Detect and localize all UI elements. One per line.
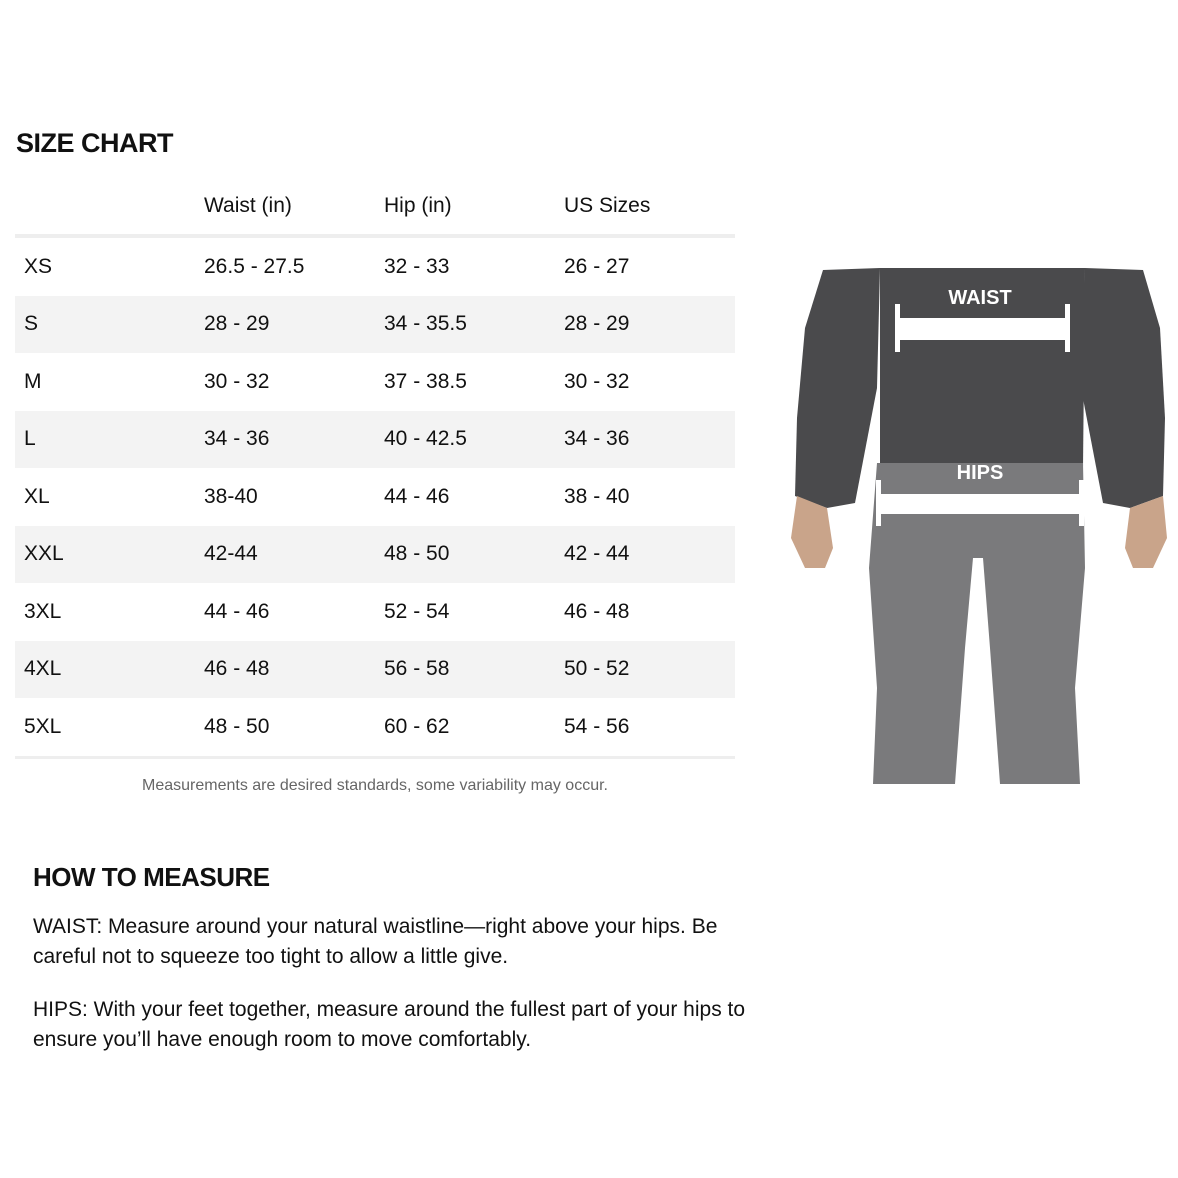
how-to-measure-title: HOW TO MEASURE — [33, 862, 270, 892]
waist-band-marker — [897, 318, 1067, 340]
size-cell: XXL — [24, 542, 64, 566]
us-size-cell: 30 - 32 — [564, 369, 630, 393]
hips-band-marker — [879, 494, 1081, 514]
table-row — [15, 296, 735, 354]
header-us-sizes: US Sizes — [564, 194, 651, 217]
waist-cell: 44 - 46 — [204, 599, 270, 623]
waist-cell: 38-40 — [204, 484, 258, 508]
table-row — [15, 468, 735, 526]
hip-cell: 40 - 42.5 — [384, 427, 467, 451]
hip-cell: 37 - 38.5 — [384, 369, 467, 393]
table-header-row — [15, 178, 735, 238]
table-row — [15, 411, 735, 469]
us-size-cell: 28 - 29 — [564, 312, 630, 336]
hip-cell: 32 - 33 — [384, 254, 450, 278]
hips-cap-right — [1079, 480, 1084, 526]
waist-cell: 42-44 — [204, 542, 258, 566]
waist-cap-right — [1065, 304, 1070, 352]
waist-cell: 28 - 29 — [204, 312, 270, 336]
waist-instructions: WAIST: Measure around your natural waistline—right above your hips. Be careful not to squeeze too tight to allow a little give. — [33, 915, 718, 968]
us-size-cell: 50 - 52 — [564, 657, 630, 681]
us-size-cell: 46 - 48 — [564, 599, 630, 623]
size-cell: M — [24, 369, 42, 393]
hip-cell: 34 - 35.5 — [384, 312, 467, 336]
hip-cell: 60 - 62 — [384, 714, 450, 738]
size-cell: XS — [24, 254, 53, 278]
us-size-cell: 34 - 36 — [564, 427, 630, 451]
size-cell: L — [24, 427, 36, 451]
size-chart-title: SIZE CHART — [16, 128, 173, 158]
size-cell: XL — [24, 484, 50, 508]
waist-cell: 26.5 - 27.5 — [204, 254, 305, 278]
measurement-figure — [785, 268, 1170, 788]
table-row — [15, 353, 735, 411]
size-table — [15, 178, 735, 759]
right-arm-sleeve — [1081, 268, 1165, 508]
header-waist: Waist (in) — [204, 194, 292, 217]
table-row — [15, 698, 735, 759]
model-illustration — [785, 268, 1170, 788]
waist-cap-left — [895, 304, 900, 352]
waist-cell: 48 - 50 — [204, 714, 270, 738]
waist-cell: 30 - 32 — [204, 369, 270, 393]
size-cell: 3XL — [24, 599, 62, 623]
us-size-cell: 54 - 56 — [564, 714, 630, 738]
table-row — [15, 583, 735, 641]
size-cell: 4XL — [24, 657, 62, 681]
size-cell: S — [24, 312, 39, 336]
table-row — [15, 238, 735, 296]
us-size-cell: 38 - 40 — [564, 484, 630, 508]
left-arm-sleeve — [795, 268, 880, 508]
waist-label: WAIST — [948, 287, 1012, 309]
hips-cap-left — [876, 480, 881, 526]
us-size-cell: 26 - 27 — [564, 254, 630, 278]
hip-cell: 48 - 50 — [384, 542, 450, 566]
hip-cell: 44 - 46 — [384, 484, 450, 508]
hip-cell: 56 - 58 — [384, 657, 450, 681]
table-row — [15, 526, 735, 584]
hip-cell: 52 - 54 — [384, 599, 450, 623]
hips-label: HIPS — [956, 462, 1004, 484]
measurement-note: Measurements are desired standards, some variability may occur. — [142, 777, 608, 794]
waist-cell: 34 - 36 — [204, 427, 270, 451]
hips-instructions: HIPS: With your feet together, measure around the fullest part of your hips to ensure you’ll have enough room to move comfortably. — [33, 998, 746, 1051]
us-size-cell: 42 - 44 — [564, 542, 630, 566]
waist-cell: 46 - 48 — [204, 657, 270, 681]
table-row — [15, 641, 735, 699]
size-cell: 5XL — [24, 714, 62, 738]
header-hip: Hip (in) — [384, 194, 452, 217]
